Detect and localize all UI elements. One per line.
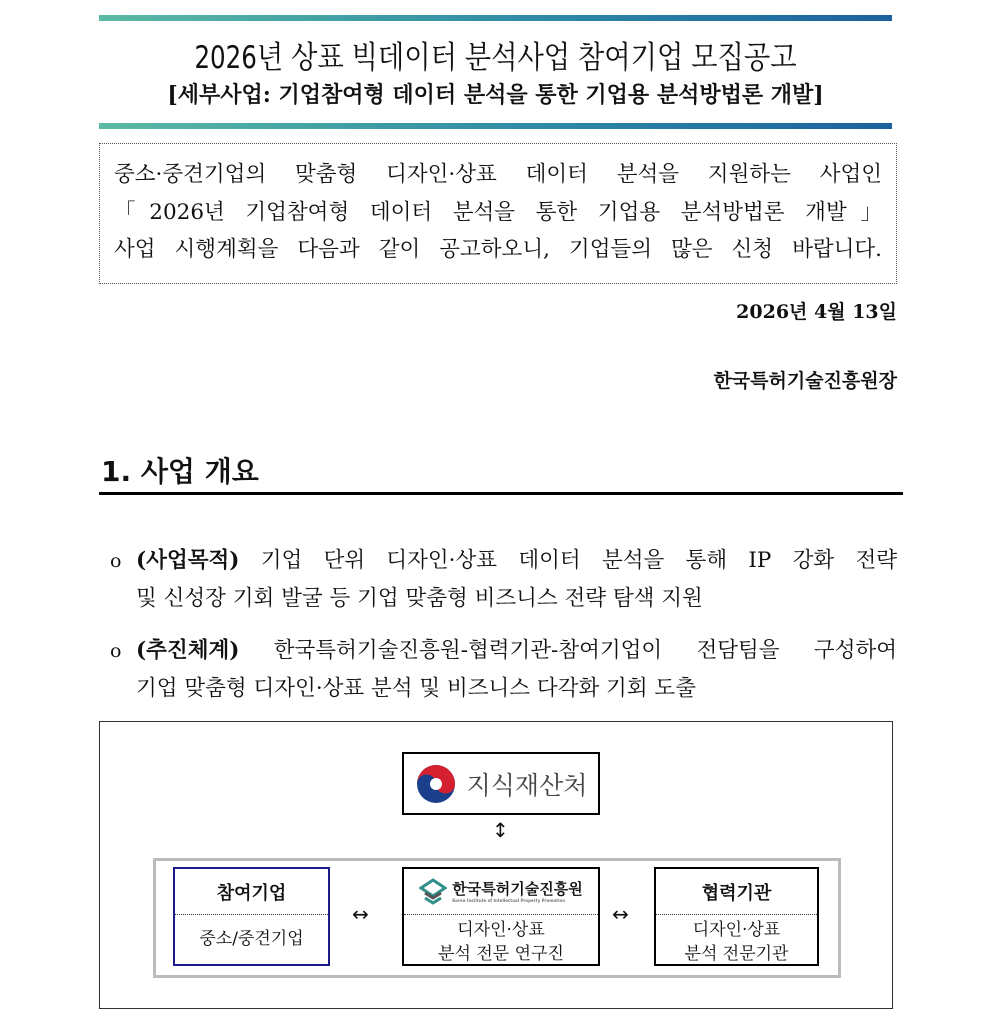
kipa-logo — [404, 869, 598, 915]
section-heading: 1. 사업 개요 — [101, 455, 259, 488]
participant-title: 참여기업 — [175, 869, 328, 915]
kipa-body-line: 분석 전문 연구진 — [438, 944, 564, 964]
bullet-item — [110, 542, 897, 618]
page-subtitle: [세부사업: 기업참여형 데이터 분석을 통한 기업용 분석방법론 개발] — [167, 82, 824, 108]
bullet-item — [110, 632, 897, 708]
intro-box — [99, 143, 897, 284]
partner-box — [654, 867, 819, 966]
government-emblem-icon — [415, 763, 457, 805]
bullet-marker: o — [110, 550, 122, 572]
kipa-logo-icon — [419, 878, 447, 906]
bottom-divider-bar — [99, 123, 892, 129]
bullet-text: 기업 맞춤형 디자인·상표 분석 및 비즈니스 다각화 기회 도출 — [136, 676, 696, 701]
horizontal-arrow-icon: ↔ — [352, 902, 369, 926]
kipa-body-line: 디자인·상표 — [457, 920, 545, 940]
intro-line: 「2026년 기업참여형 데이터 분석을 통한 기업용 분석방법론 개발」 — [114, 199, 882, 225]
announcement-date: 2026년 4월 13일 — [736, 301, 897, 323]
intro-line: 중소·중견기업의 맞춤형 디자인·상표 데이터 분석을 지원하는 사업인 — [114, 162, 882, 187]
participant-box — [173, 867, 330, 966]
kipa-logo-sub: Korea Institute of Intellectual Property Promotion — [452, 897, 566, 903]
bullet-text: 기업 단위 디자인·상표 데이터 분석을 통해 IP 강화 전략 — [239, 548, 897, 573]
partner-body-line: 분석 전문기관 — [684, 944, 789, 964]
bullet-text: 한국특허기술진흥원-협력기관-참여기업이 전담팀을 구성하여 — [239, 638, 897, 663]
vertical-arrow-icon: ↕ — [492, 818, 509, 842]
intro-line: 사업 시행계획을 다음과 같이 공고하오니, 기업들의 많은 신청 바랍니다. — [114, 237, 882, 262]
bullet-label: (사업목적) — [136, 548, 240, 573]
participant-body: 중소/중견기업 — [199, 929, 304, 949]
partner-body-line: 디자인·상표 — [692, 920, 781, 940]
top-divider-bar — [99, 15, 892, 21]
bullet-text: 및 신성장 기회 발굴 등 기업 맞춤형 비즈니스 전략 탐색 지원 — [136, 586, 703, 611]
organization-diagram — [99, 721, 893, 1009]
bullet-marker: o — [110, 640, 122, 662]
horizontal-arrow-icon: ↔ — [612, 902, 629, 926]
section-underline — [99, 492, 903, 495]
kipo-box — [402, 752, 600, 815]
kipa-box — [402, 867, 600, 966]
page-title: 2026년 상표 빅데이터 분석사업 참여기업 모집공고 — [194, 40, 797, 76]
issuer: 한국특허기술진흥원장 — [713, 370, 897, 392]
kipa-logo-name: 한국특허기술진흥원 — [452, 879, 583, 898]
bullet-label: (추진체계) — [136, 638, 240, 663]
kipo-name: 지식재산처 — [466, 770, 588, 800]
partner-title: 협력기관 — [656, 869, 817, 915]
